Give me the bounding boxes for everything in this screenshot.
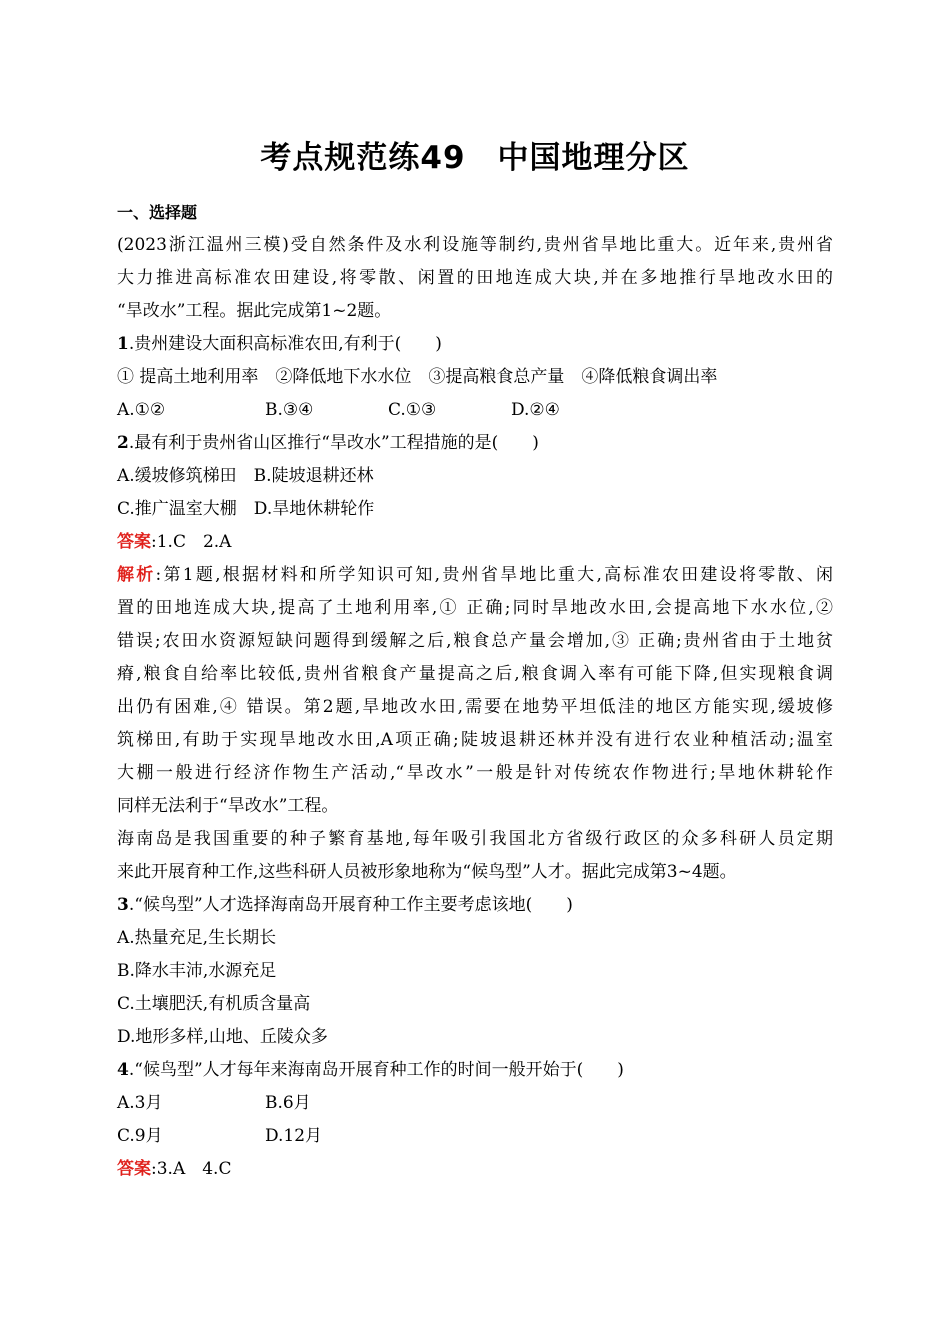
question-3-option-b: B.降水丰沛,水源充足: [117, 961, 277, 981]
question-4-options-row-2: [117, 1120, 833, 1153]
answer-text: :1.C 2.A: [151, 532, 232, 552]
option-a: A.①②: [117, 400, 166, 420]
analysis-line-2: 置的田地连成大块,提高了土地利用率,① 正确;同时旱地改水田,会提高地下水水位,②: [117, 598, 833, 618]
document-page: [117, 130, 833, 1186]
question-2-stem: .最有利于贵州省山区推行“旱改水”工程措施的是( ): [128, 433, 539, 453]
material1-line-2: 大力推进高标准农田建设,将零散、闲置的田地连成大块,并在多地推行旱地改水田的: [117, 268, 833, 288]
question-3-option-c: C.土壤肥沃,有机质含量高: [117, 994, 311, 1014]
material1-line-1: (2023浙江温州三模)受自然条件及水利设施等制约,贵州省旱地比重大。近年来,贵州省: [117, 235, 833, 255]
option-d: D.12月: [265, 1126, 323, 1146]
material2-line-1: 海南岛是我国重要的种子繁育基地,每年吸引我国北方省级行政区的众多科研人员定期: [117, 829, 833, 849]
question-2-options-row-1: A.缓坡修筑梯田 B.陡坡退耕还林: [117, 466, 374, 486]
question-2: [117, 427, 833, 460]
option-a: A.3月: [117, 1093, 163, 1113]
material1-line-3: “旱改水”工程。据此完成第1~2题。: [117, 301, 392, 321]
question-1-stem: .贵州建设大面积高标准农田,有利于( ): [128, 334, 442, 354]
question-4-options-row-1: [117, 1087, 833, 1120]
question-4: [117, 1054, 833, 1087]
material2-line-2: 来此开展育种工作,这些科研人员被形象地称为“候鸟型”人才。据此完成第3~4题。: [117, 862, 737, 882]
option-b: B.6月: [265, 1093, 311, 1113]
option-d: D.②④: [511, 400, 560, 420]
question-2-options-row-2: C.推广温室大棚 D.旱地休耕轮作: [117, 499, 375, 519]
option-b: B.③④: [265, 400, 314, 420]
answer-text: :3.A 4.C: [151, 1159, 232, 1179]
question-4-stem: .“候鸟型”人才每年来海南岛开展育种工作的时间一般开始于( ): [128, 1060, 624, 1080]
analysis-line-1: [117, 559, 833, 592]
analysis-label: 解析: [117, 565, 156, 585]
question-1-options: [117, 394, 833, 427]
answer-label: 答案: [117, 532, 151, 552]
answer-2: [117, 1153, 833, 1186]
question-2-number: 2: [117, 433, 129, 453]
question-3-number: 3: [117, 895, 129, 915]
question-3-option-d: D.地形多样,山地、丘陵众多: [117, 1027, 328, 1047]
option-c: C.9月: [117, 1126, 163, 1146]
question-3: [117, 889, 833, 922]
option-c: C.①③: [388, 400, 437, 420]
analysis-line-3: 错误;农田水资源短缺问题得到缓解之后,粮食总产量会增加,③ 正确;贵州省由于土地贫: [117, 631, 833, 651]
answer-1: [117, 526, 833, 559]
analysis-line-8: 同样无法利于“旱改水”工程。: [117, 796, 339, 816]
question-1: [117, 328, 833, 361]
analysis-line-7: 大棚一般进行经济作物生产活动,“旱改水”一般是针对传统农作物进行;旱地休耕轮作: [117, 763, 833, 783]
question-3-stem: .“候鸟型”人才选择海南岛开展育种工作主要考虑该地( ): [128, 895, 573, 915]
question-1-items: ① 提高土地利用率 ②降低地下水水位 ③提高粮食总产量 ④降低粮食调出率: [117, 367, 718, 387]
question-4-number: 4: [117, 1060, 129, 1080]
question-1-number: 1: [117, 334, 129, 354]
section-heading: 一、选择题: [117, 203, 198, 222]
analysis-line-4: 瘠,粮食自给率比较低,贵州省粮食产量提高之后,粮食调入率有可能下降,但实现粮食调: [117, 664, 833, 684]
analysis-text: :第1题,根据材料和所学知识可知,贵州省旱地比重大,高标准农田建设将零散、闲: [155, 565, 833, 585]
answer-label: 答案: [117, 1159, 151, 1179]
analysis-line-5: 出仍有困难,④ 错误。第2题,旱地改水田,需要在地势平坦低洼的地区方能实现,缓坡修: [117, 697, 833, 717]
page-title: 考点规范练49 中国地理分区: [260, 140, 690, 176]
analysis-line-6: 筑梯田,有助于实现旱地改水田,A项正确;陡坡退耕还林并没有进行农业种植活动;温室: [117, 730, 833, 750]
question-3-option-a: A.热量充足,生长期长: [117, 928, 277, 948]
